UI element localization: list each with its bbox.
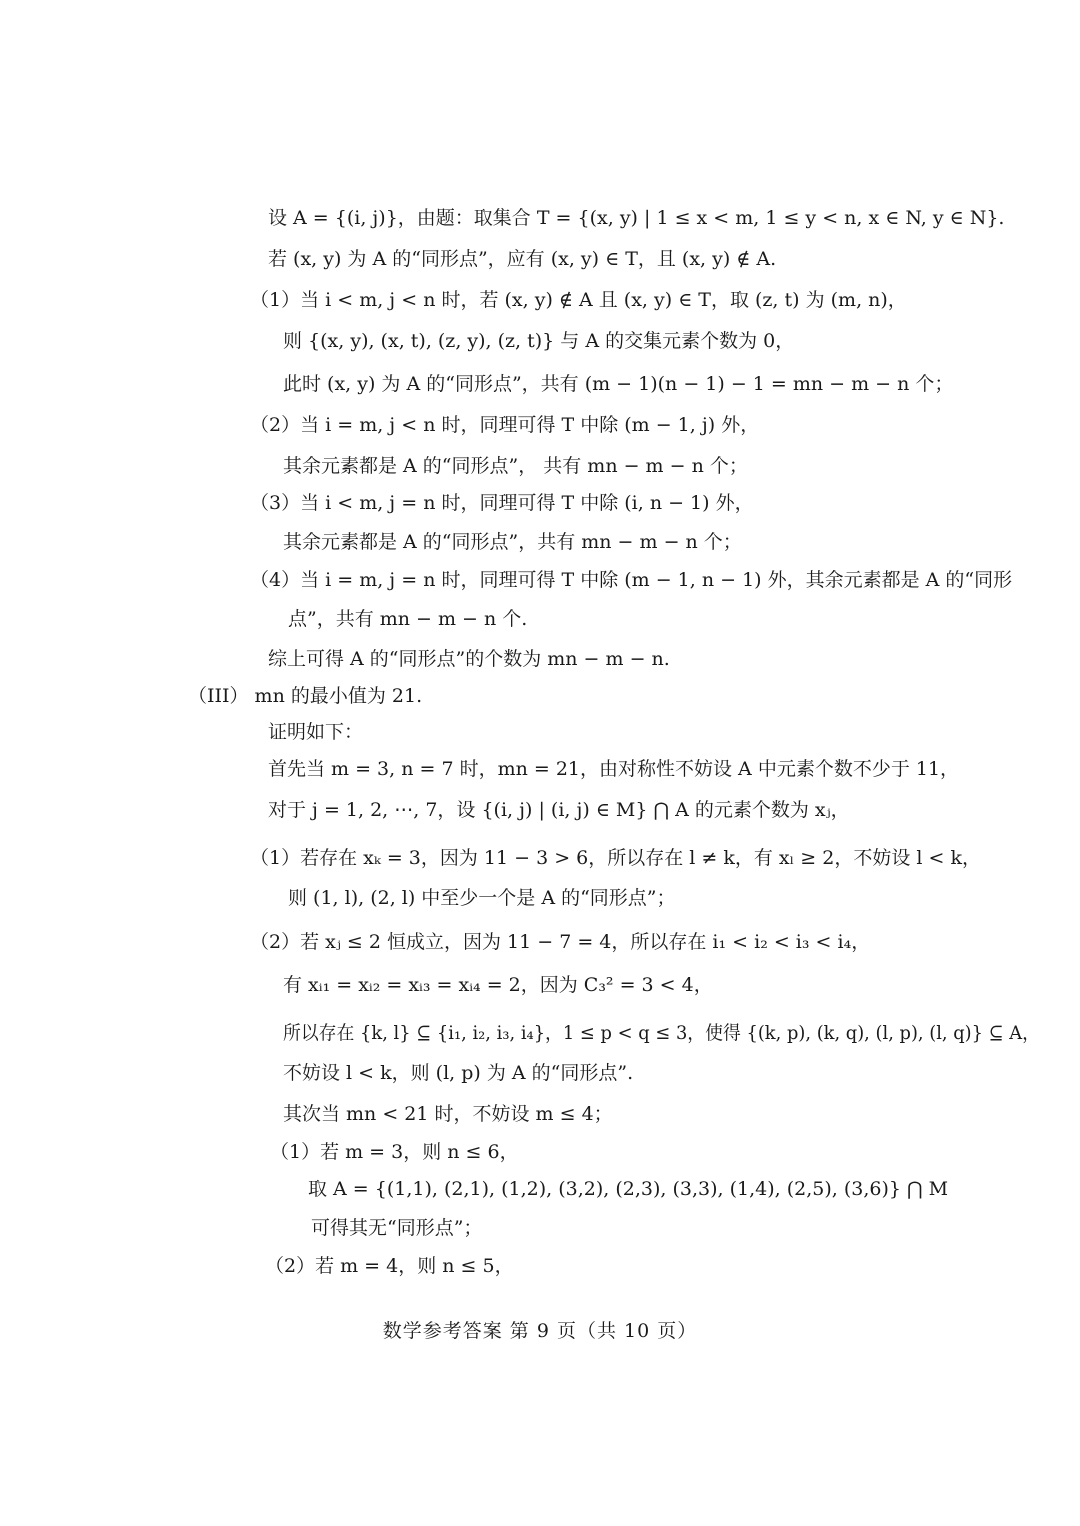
text-line: （2）若 xⱼ ≤ 2 恒成立，因为 11 − 7 = 4，所以存在 i₁ < i₂ < i₃ < i₄， (250, 931, 871, 953)
text-line: （3）当 i < m, j = n 时，同理可得 T 中除 (i, n − 1) 外， (250, 492, 754, 514)
text-line: 点”，共有 mn − m − n 个. (288, 608, 528, 630)
text-line: 其次当 mn < 21 时，不妨设 m ≤ 4； (283, 1103, 613, 1125)
text-line: 综上可得 A 的“同形点”的个数为 mn − m − n. (268, 648, 670, 670)
text-line: 则 {(x, y), (x, t), (z, y), (z, t)} 与 A 的交集元素个数为 0， (283, 330, 795, 352)
text-line: 设 A = {(i, j)}，由题：取集合 T = {(x, y) | 1 ≤ x < m, 1 ≤ y < n, x ∈ N, y ∈ N}. (268, 207, 1005, 229)
text-line: 对于 j = 1, 2, ⋯, 7，设 {(i, j) | (i, j) ∈ M} ⋂ A 的元素个数为 xⱼ， (268, 799, 850, 821)
page-footer: 数学参考答案 第 9 页（共 10 页） (382, 1320, 698, 1342)
text-line: 可得其无“同形点”； (311, 1217, 483, 1239)
text-line: （1）若存在 xₖ = 3，因为 11 − 3 > 6，所以存在 l ≠ k，有 xₗ ≥ 2，不妨设 l < k， (250, 847, 981, 869)
text-line: 其余元素都是 A 的“同形点”，共有 mn − m − n 个； (283, 531, 742, 553)
text-line: 其余元素都是 A 的“同形点”， 共有 mn − m − n 个； (283, 455, 748, 477)
section-heading: （III） mn 的最小值为 21. (188, 685, 423, 707)
text-line: （1）当 i < m, j < n 时，若 (x, y) ∉ A 且 (x, y) ∈ T，取 (z, t) 为 (m, n)， (250, 289, 907, 311)
text-line: 所以存在 {k, l} ⊆ {i₁, i₂, i₃, i₄}，1 ≤ p < q ≤ 3，使得 {(k, p), (k, q), (l, p), (l, q)} ⊆ A， (283, 1022, 1041, 1044)
text-line: （2）当 i = m, j < n 时，同理可得 T 中除 (m − 1, j) 外， (250, 414, 760, 436)
text-line: 证明如下： (268, 721, 364, 743)
text-line: 有 xᵢ₁ = xᵢ₂ = xᵢ₃ = xᵢ₄ = 2，因为 C₃² = 3 < 4， (283, 974, 713, 996)
text-line: （4）当 i = m, j = n 时，同理可得 T 中除 (m − 1, n − 1) 外，其余元素都是 A 的“同形 (250, 569, 1013, 591)
text-line: 不妨设 l < k，则 (l, p) 为 A 的“同形点”. (283, 1062, 634, 1084)
text-line: 若 (x, y) 为 A 的“同形点”，应有 (x, y) ∈ T，且 (x, y) ∉ A. (268, 248, 777, 270)
text-line: （1）若 m = 3，则 n ≤ 6， (270, 1141, 519, 1163)
text-line: （2）若 m = 4，则 n ≤ 5， (265, 1255, 514, 1277)
text-line: 取 A = {(1,1), (2,1), (1,2), (3,2), (2,3), (3,3), (1,4), (2,5), (3,6)} ⋂ M (308, 1178, 949, 1200)
text-line: 则 (1, l), (2, l) 中至少一个是 A 的“同形点”； (288, 887, 676, 909)
text-line: 此时 (x, y) 为 A 的“同形点”，共有 (m − 1)(n − 1) − 1 = mn − m − n 个； (283, 373, 954, 395)
text-line: 首先当 m = 3, n = 7 时，mn = 21，由对称性不妨设 A 中元素个数不少于 11， (268, 758, 960, 780)
